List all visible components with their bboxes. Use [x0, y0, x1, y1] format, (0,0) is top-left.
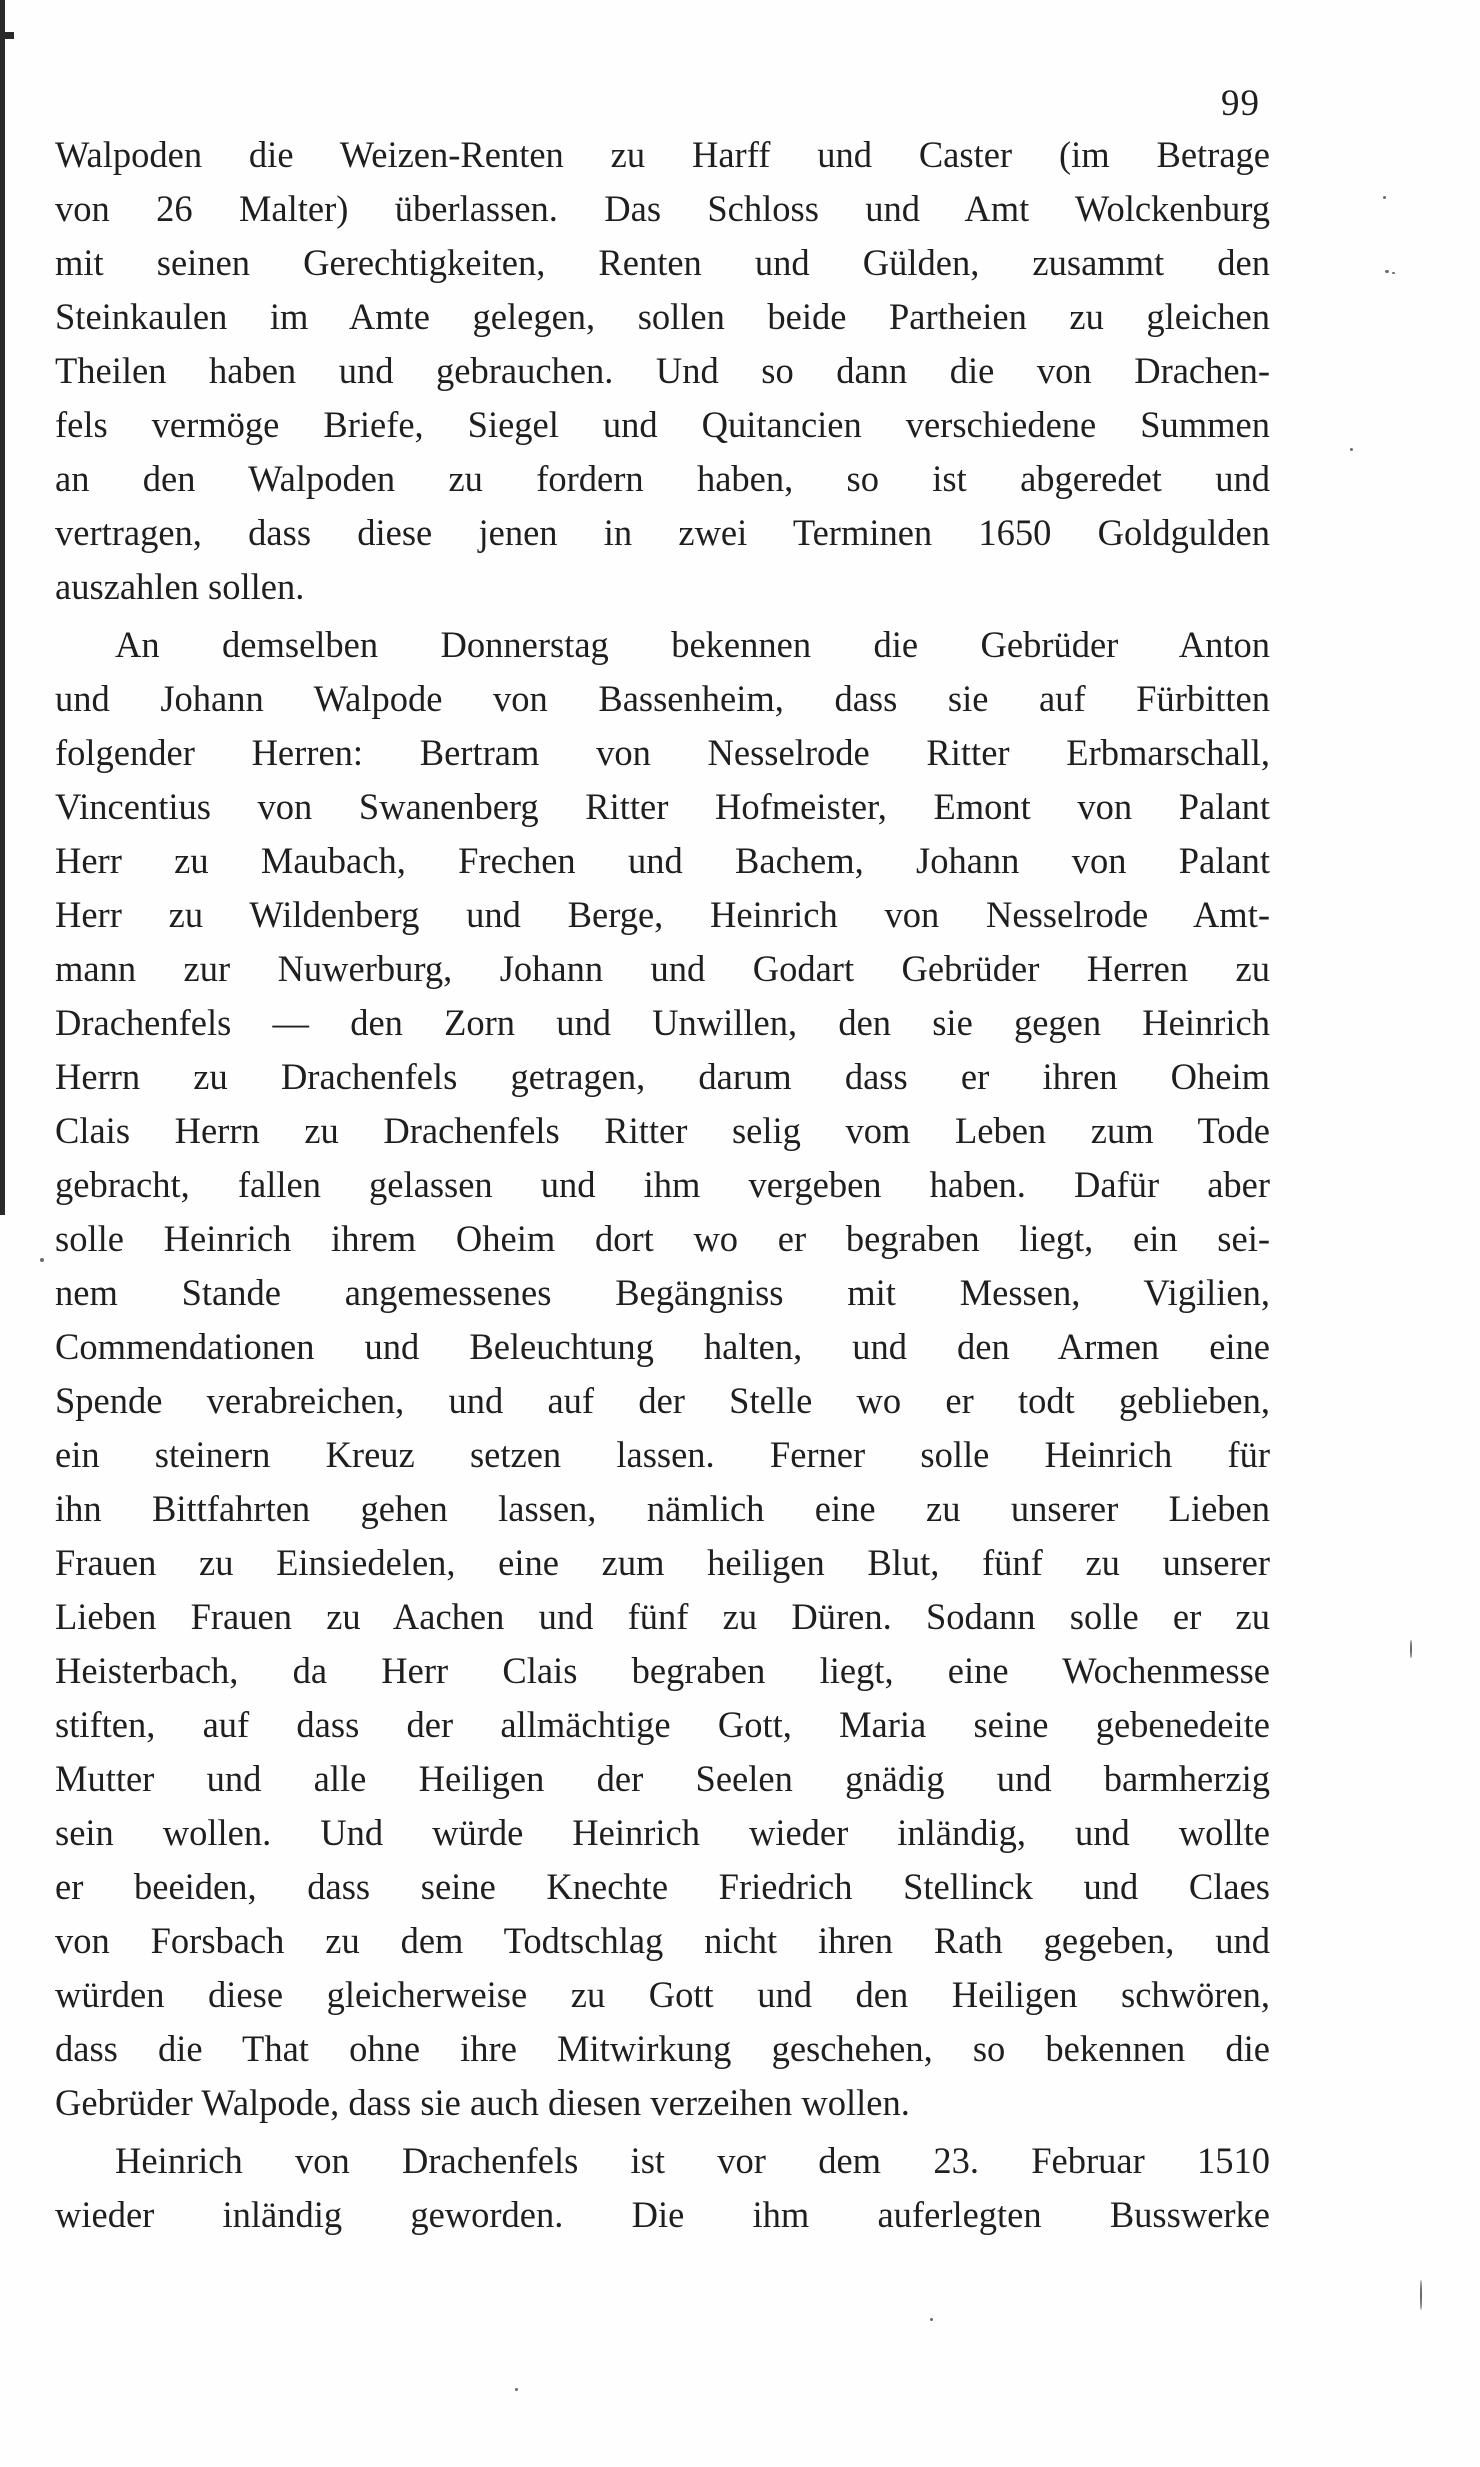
text-line: ihn Bittfahrten gehen lassen, nämlich eine zu unserer Lieben	[55, 1488, 1270, 1529]
scan-speck	[1350, 448, 1353, 451]
body-text	[55, 128, 1270, 2242]
text-line: ein steinern Kreuz setzen lassen. Ferner solle Heinrich für	[55, 1434, 1270, 1475]
text-line: von 26 Malter) überlassen. Das Schloss und Amt Wolckenburg	[55, 188, 1270, 229]
scan-speck	[515, 2388, 518, 2391]
text-line: Clais Herrn zu Drachenfels Ritter selig vom Leben zum Tode	[55, 1110, 1270, 1151]
text-line: Walpoden die Weizen-Renten zu Harff und Caster (im Betrage	[55, 134, 1270, 175]
text-line: Lieben Frauen zu Aachen und fünf zu Düren. Sodann solle er zu	[55, 1596, 1270, 1637]
scan-speck	[1392, 272, 1395, 274]
text-line: Gebrüder Walpode, dass sie auch diesen verzeihen wollen.	[55, 2082, 910, 2123]
text-line: würden diese gleicherweise zu Gott und den Heiligen schwören,	[55, 1974, 1270, 2015]
text-line: Commendationen und Beleuchtung halten, und den Armen eine	[55, 1326, 1270, 1367]
paragraph	[55, 2134, 1270, 2242]
scan-speck	[1385, 270, 1389, 273]
scan-speck	[40, 1258, 44, 1262]
text-line: er beeiden, dass seine Knechte Friedrich Stellinck und Claes	[55, 1866, 1270, 1907]
text-line: und Johann Walpode von Bassenheim, dass sie auf Fürbitten	[55, 678, 1270, 719]
scan-speck	[930, 2318, 933, 2321]
text-line: Herrn zu Drachenfels getragen, darum dass er ihren Oheim	[55, 1056, 1270, 1097]
text-line: solle Heinrich ihrem Oheim dort wo er begraben liegt, ein sei-	[55, 1218, 1270, 1259]
text-line: nem Stande angemessenes Begängniss mit Messen, Vigilien,	[55, 1272, 1270, 1313]
scan-speck	[1383, 196, 1386, 199]
text-line: von Forsbach zu dem Todtschlag nicht ihren Rath gegeben, und	[55, 1920, 1270, 1961]
text-line: mann zur Nuwerburg, Johann und Godart Gebrüder Herren zu	[55, 948, 1270, 989]
text-line: Drachenfels — den Zorn und Unwillen, den sie gegen Heinrich	[55, 1002, 1270, 1043]
text-line: fels vermöge Briefe, Siegel und Quitancien verschiedene Summen	[55, 404, 1270, 445]
text-line: Herr zu Maubach, Frechen und Bachem, Johann von Palant	[55, 840, 1270, 881]
scan-speck	[1420, 2280, 1422, 2310]
scan-speck	[1410, 1640, 1412, 1658]
paragraph	[55, 618, 1270, 2130]
text-line: sein wollen. Und würde Heinrich wieder inländig, und wollte	[55, 1812, 1270, 1853]
text-line: dass die That ohne ihre Mitwirkung geschehen, so bekennen die	[55, 2028, 1270, 2069]
text-line: vertragen, dass diese jenen in zwei Terminen 1650 Goldgulden	[55, 512, 1270, 553]
text-line: Mutter und alle Heiligen der Seelen gnädig und barmherzig	[55, 1758, 1270, 1799]
page-edge-mark	[0, 32, 14, 39]
text-line: An demselben Donnerstag bekennen die Gebrüder Anton	[115, 624, 1270, 665]
text-line: Steinkaulen im Amte gelegen, sollen beide Partheien zu gleichen	[55, 296, 1270, 337]
page-edge-rule	[0, 0, 5, 1215]
paragraph	[55, 128, 1270, 614]
text-line: auszahlen sollen.	[55, 566, 305, 607]
text-line: folgender Herren: Bertram von Nesselrode Ritter Erbmarschall,	[55, 732, 1270, 773]
text-line: gebracht, fallen gelassen und ihm vergeben haben. Dafür aber	[55, 1164, 1270, 1205]
text-line: mit seinen Gerechtigkeiten, Renten und Gülden, zusammt den	[55, 242, 1270, 283]
text-line: Frauen zu Einsiedelen, eine zum heiligen Blut, fünf zu unserer	[55, 1542, 1270, 1583]
text-line: Heinrich von Drachenfels ist vor dem 23. Februar 1510	[115, 2140, 1270, 2181]
text-line: Vincentius von Swanenberg Ritter Hofmeister, Emont von Palant	[55, 786, 1270, 827]
text-line: Theilen haben und gebrauchen. Und so dann die von Drachen-	[55, 350, 1270, 391]
text-line: wieder inländig geworden. Die ihm auferlegten Busswerke	[55, 2194, 1270, 2235]
text-line: an den Walpoden zu fordern haben, so ist abgeredet und	[55, 458, 1270, 499]
text-line: stiften, auf dass der allmächtige Gott, Maria seine gebenedeite	[55, 1704, 1270, 1745]
text-line: Spende verabreichen, und auf der Stelle wo er todt geblieben,	[55, 1380, 1270, 1421]
page-number: 99	[1221, 83, 1260, 124]
text-line: Herr zu Wildenberg und Berge, Heinrich von Nesselrode Amt-	[55, 894, 1270, 935]
text-line: Heisterbach, da Herr Clais begraben liegt, eine Wochenmesse	[55, 1650, 1270, 1691]
